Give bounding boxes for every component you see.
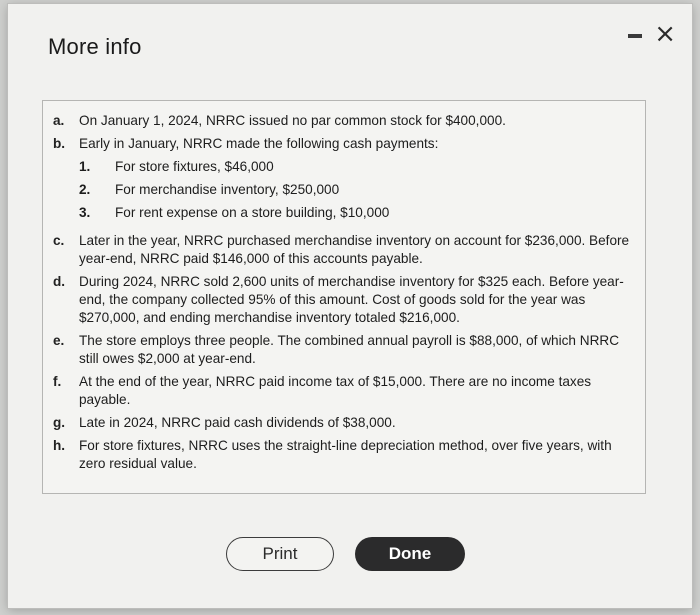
- item-body: [79, 273, 637, 327]
- dialog-title: More info: [48, 34, 142, 59]
- item-letter: g.: [53, 415, 66, 430]
- window-controls: [628, 19, 676, 49]
- close-icon[interactable]: ×: [654, 19, 676, 49]
- item-text: During 2024, NRRC sold 2,600 units of merchandise inventory for $325 each. Before year-end, the company collected 95% of this amount. Cost of goods sold for the year was $270,000, and ending merchandise inventory totaled $216,000.: [79, 274, 624, 325]
- done-button[interactable]: Done: [355, 537, 465, 571]
- item-body: [79, 332, 637, 368]
- item-letter: d.: [53, 274, 66, 289]
- item-text: At the end of the year, NRRC paid income tax of $15,000. There are no income taxes payable.: [79, 374, 592, 407]
- item-text: Early in January, NRRC made the following cash payments:: [79, 136, 439, 151]
- sub-item-text: For rent expense on a store building, $10,000: [115, 205, 390, 220]
- list-item: [53, 437, 637, 473]
- item-body: [79, 135, 637, 227]
- sub-item-number: 1.: [79, 159, 91, 174]
- list-item: [53, 414, 637, 432]
- item-letter: c.: [53, 233, 65, 248]
- item-body: [79, 437, 637, 473]
- sub-list-item: [79, 181, 637, 199]
- list-item: [53, 332, 637, 368]
- item-text: For store fixtures, NRRC uses the straight-line depreciation method, over five years, with zero residual value.: [79, 438, 612, 471]
- item-letter: b.: [53, 136, 66, 151]
- more-info-dialog: [8, 4, 692, 608]
- item-letter: a.: [53, 113, 65, 128]
- item-body: [79, 112, 637, 130]
- sub-list-item: [79, 158, 637, 176]
- item-body: [79, 232, 637, 268]
- info-list-box: [42, 100, 646, 494]
- list-item: [53, 135, 637, 227]
- minimize-icon[interactable]: [628, 34, 642, 38]
- item-text: Later in the year, NRRC purchased merchandise inventory on account for $236,000. Before year-end, NRRC paid $146,000 of this accounts payable.: [79, 233, 630, 266]
- item-letter: h.: [53, 438, 66, 453]
- sub-list-item: [79, 204, 637, 222]
- item-text: Late in 2024, NRRC paid cash dividends of $38,000.: [79, 415, 396, 430]
- sub-item-number: 2.: [79, 182, 91, 197]
- sub-item-number: 3.: [79, 205, 91, 220]
- item-text: The store employs three people. The combined annual payroll is $88,000, of which NRRC still owes $2,000 at year-end.: [79, 333, 620, 366]
- info-list: [53, 112, 637, 478]
- list-item: [53, 273, 637, 327]
- item-body: [79, 414, 637, 432]
- item-letter: f.: [53, 374, 62, 389]
- print-button[interactable]: Print: [226, 537, 334, 571]
- item-body: [79, 373, 637, 409]
- item-letter: e.: [53, 333, 65, 348]
- sub-item-text: For store fixtures, $46,000: [115, 159, 274, 174]
- list-item: [53, 373, 637, 409]
- list-item: [53, 232, 637, 268]
- sub-list: [79, 158, 637, 222]
- list-item: [53, 112, 637, 130]
- sub-item-text: For merchandise inventory, $250,000: [115, 182, 340, 197]
- item-text: On January 1, 2024, NRRC issued no par common stock for $400,000.: [79, 113, 506, 128]
